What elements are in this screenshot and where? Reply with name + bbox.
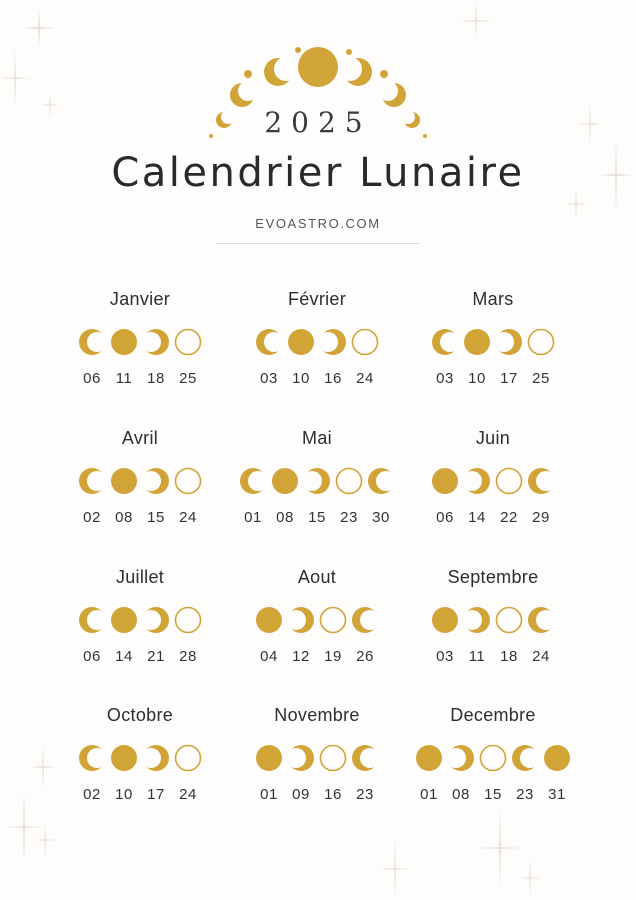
first-quarter-moon-icon xyxy=(511,744,539,772)
phase-row xyxy=(40,606,240,665)
new-moon-icon xyxy=(174,744,202,772)
first-quarter-moon-icon xyxy=(351,744,379,772)
phase-date: 25 xyxy=(532,370,550,387)
first-quarter-moon-icon xyxy=(78,744,106,772)
month-name: Octobre xyxy=(106,705,174,725)
month-janvier xyxy=(40,288,240,387)
last-quarter-moon-icon xyxy=(463,467,491,495)
month-name: Decembre xyxy=(450,705,536,725)
divider xyxy=(216,243,420,244)
phase-date: 11 xyxy=(115,370,133,387)
month-name: Juillet xyxy=(115,567,165,587)
full-moon-icon xyxy=(110,744,138,772)
month-name: Février xyxy=(287,289,347,309)
phase-date: 03 xyxy=(260,370,278,387)
sparkle-icon xyxy=(518,858,542,898)
last-quarter-moon-icon xyxy=(495,328,523,356)
sparkle-icon xyxy=(478,808,522,888)
month-avril xyxy=(40,427,240,526)
first-quarter-moon-icon xyxy=(527,606,555,634)
phase-date: 10 xyxy=(115,786,133,803)
phase-date: 06 xyxy=(83,648,101,665)
phase-date: 12 xyxy=(292,648,310,665)
site-link[interactable]: EVOASTRO.COM xyxy=(255,216,381,231)
month-aout xyxy=(217,566,417,665)
phase-date: 01 xyxy=(244,509,262,526)
first-quarter-moon-icon xyxy=(78,328,106,356)
phase-date: 14 xyxy=(115,648,133,665)
full-moon-icon xyxy=(271,467,299,495)
phase-date: 23 xyxy=(340,509,358,526)
full-moon-icon xyxy=(431,467,459,495)
first-quarter-moon-icon xyxy=(367,467,395,495)
first-quarter-moon-icon xyxy=(527,467,555,495)
phase-row xyxy=(393,744,593,803)
phase-date: 28 xyxy=(179,648,197,665)
phase-date: 08 xyxy=(452,786,470,803)
new-moon-icon xyxy=(495,467,523,495)
first-quarter-moon-icon xyxy=(239,467,267,495)
phase-row xyxy=(217,744,417,803)
phase-date: 21 xyxy=(147,648,165,665)
new-moon-icon xyxy=(319,606,347,634)
month-name: Avril xyxy=(121,428,159,448)
last-quarter-moon-icon xyxy=(142,606,170,634)
phase-date: 26 xyxy=(356,648,374,665)
month-name: Mai xyxy=(302,428,332,448)
last-quarter-moon-icon xyxy=(287,744,315,772)
new-moon-icon xyxy=(495,606,523,634)
month-name: Septembre xyxy=(447,567,539,587)
new-moon-icon xyxy=(335,467,363,495)
last-quarter-moon-icon xyxy=(303,467,331,495)
page-title: Calendrier Lunaire xyxy=(111,150,525,196)
month-decembre xyxy=(393,704,593,803)
full-moon-icon xyxy=(431,606,459,634)
last-quarter-moon-icon xyxy=(142,328,170,356)
phase-date: 23 xyxy=(356,786,374,803)
phase-row xyxy=(217,606,417,665)
full-moon-icon xyxy=(463,328,491,356)
month-février xyxy=(217,288,417,387)
phase-date: 23 xyxy=(516,786,534,803)
last-quarter-moon-icon xyxy=(142,744,170,772)
phase-date: 31 xyxy=(548,786,566,803)
phase-date: 06 xyxy=(436,509,454,526)
month-name: Janvier xyxy=(109,289,171,309)
first-quarter-moon-icon xyxy=(78,606,106,634)
new-moon-icon xyxy=(479,744,507,772)
first-quarter-moon-icon xyxy=(351,606,379,634)
month-mars xyxy=(393,288,593,387)
phase-date: 14 xyxy=(468,509,486,526)
full-moon-icon xyxy=(110,467,138,495)
month-name: Juin xyxy=(475,428,511,448)
full-moon-icon xyxy=(110,606,138,634)
phase-date: 06 xyxy=(83,370,101,387)
phase-date: 10 xyxy=(468,370,486,387)
phase-date: 17 xyxy=(500,370,518,387)
phase-date: 15 xyxy=(308,509,326,526)
phase-date: 01 xyxy=(260,786,278,803)
phase-date: 08 xyxy=(276,509,294,526)
sparkle-icon xyxy=(458,0,494,42)
month-juin xyxy=(393,427,593,526)
new-moon-icon xyxy=(527,328,555,356)
full-moon-icon xyxy=(543,744,571,772)
first-quarter-moon-icon xyxy=(255,328,283,356)
phase-date: 02 xyxy=(83,786,101,803)
phase-date: 18 xyxy=(500,648,518,665)
phase-row xyxy=(393,328,593,387)
phase-date: 03 xyxy=(436,648,454,665)
phase-date: 16 xyxy=(324,370,342,387)
new-moon-icon xyxy=(174,606,202,634)
month-septembre xyxy=(393,566,593,665)
phase-date: 08 xyxy=(115,509,133,526)
phase-date: 18 xyxy=(147,370,165,387)
month-novembre xyxy=(217,704,417,803)
first-quarter-moon-icon xyxy=(431,328,459,356)
phase-date: 16 xyxy=(324,786,342,803)
sparkle-icon xyxy=(378,838,412,900)
full-moon-icon xyxy=(255,606,283,634)
phase-date: 24 xyxy=(179,786,197,803)
full-moon-icon xyxy=(287,328,315,356)
phase-date: 19 xyxy=(324,648,342,665)
phase-row xyxy=(393,467,593,526)
month-mai xyxy=(217,427,417,526)
sparkle-icon xyxy=(34,820,56,860)
last-quarter-moon-icon xyxy=(142,467,170,495)
last-quarter-moon-icon xyxy=(287,606,315,634)
full-moon-icon xyxy=(110,328,138,356)
phase-date: 01 xyxy=(420,786,438,803)
phase-date: 09 xyxy=(292,786,310,803)
month-name: Novembre xyxy=(274,705,360,725)
month-octobre xyxy=(40,704,240,803)
phase-row xyxy=(393,606,593,665)
month-juillet xyxy=(40,566,240,665)
phase-date: 03 xyxy=(436,370,454,387)
month-name: Mars xyxy=(472,289,514,309)
phase-row xyxy=(217,328,417,387)
phase-date: 24 xyxy=(356,370,374,387)
phase-date: 22 xyxy=(500,509,518,526)
new-moon-icon xyxy=(351,328,379,356)
last-quarter-moon-icon xyxy=(447,744,475,772)
phase-date: 17 xyxy=(147,786,165,803)
sparkle-icon xyxy=(22,8,56,48)
last-quarter-moon-icon xyxy=(319,328,347,356)
phase-date: 29 xyxy=(532,509,550,526)
last-quarter-moon-icon xyxy=(463,606,491,634)
first-quarter-moon-icon xyxy=(78,467,106,495)
phase-date: 02 xyxy=(83,509,101,526)
year-heading: 2025 xyxy=(264,106,372,139)
new-moon-icon xyxy=(174,328,202,356)
phase-date: 24 xyxy=(532,648,550,665)
phase-row xyxy=(40,328,240,387)
full-moon-icon xyxy=(255,744,283,772)
phase-date: 04 xyxy=(260,648,278,665)
sparkle-icon xyxy=(0,48,30,108)
phase-date: 10 xyxy=(292,370,310,387)
phase-date: 24 xyxy=(179,509,197,526)
phase-row xyxy=(40,467,240,526)
phase-date: 15 xyxy=(484,786,502,803)
full-moon-icon xyxy=(415,744,443,772)
phase-date: 11 xyxy=(468,648,486,665)
phase-date: 15 xyxy=(147,509,165,526)
phase-row xyxy=(40,744,240,803)
phase-date: 30 xyxy=(372,509,390,526)
phase-date: 25 xyxy=(179,370,197,387)
phase-row xyxy=(217,467,417,526)
new-moon-icon xyxy=(319,744,347,772)
new-moon-icon xyxy=(174,467,202,495)
month-name: Aout xyxy=(297,567,337,587)
